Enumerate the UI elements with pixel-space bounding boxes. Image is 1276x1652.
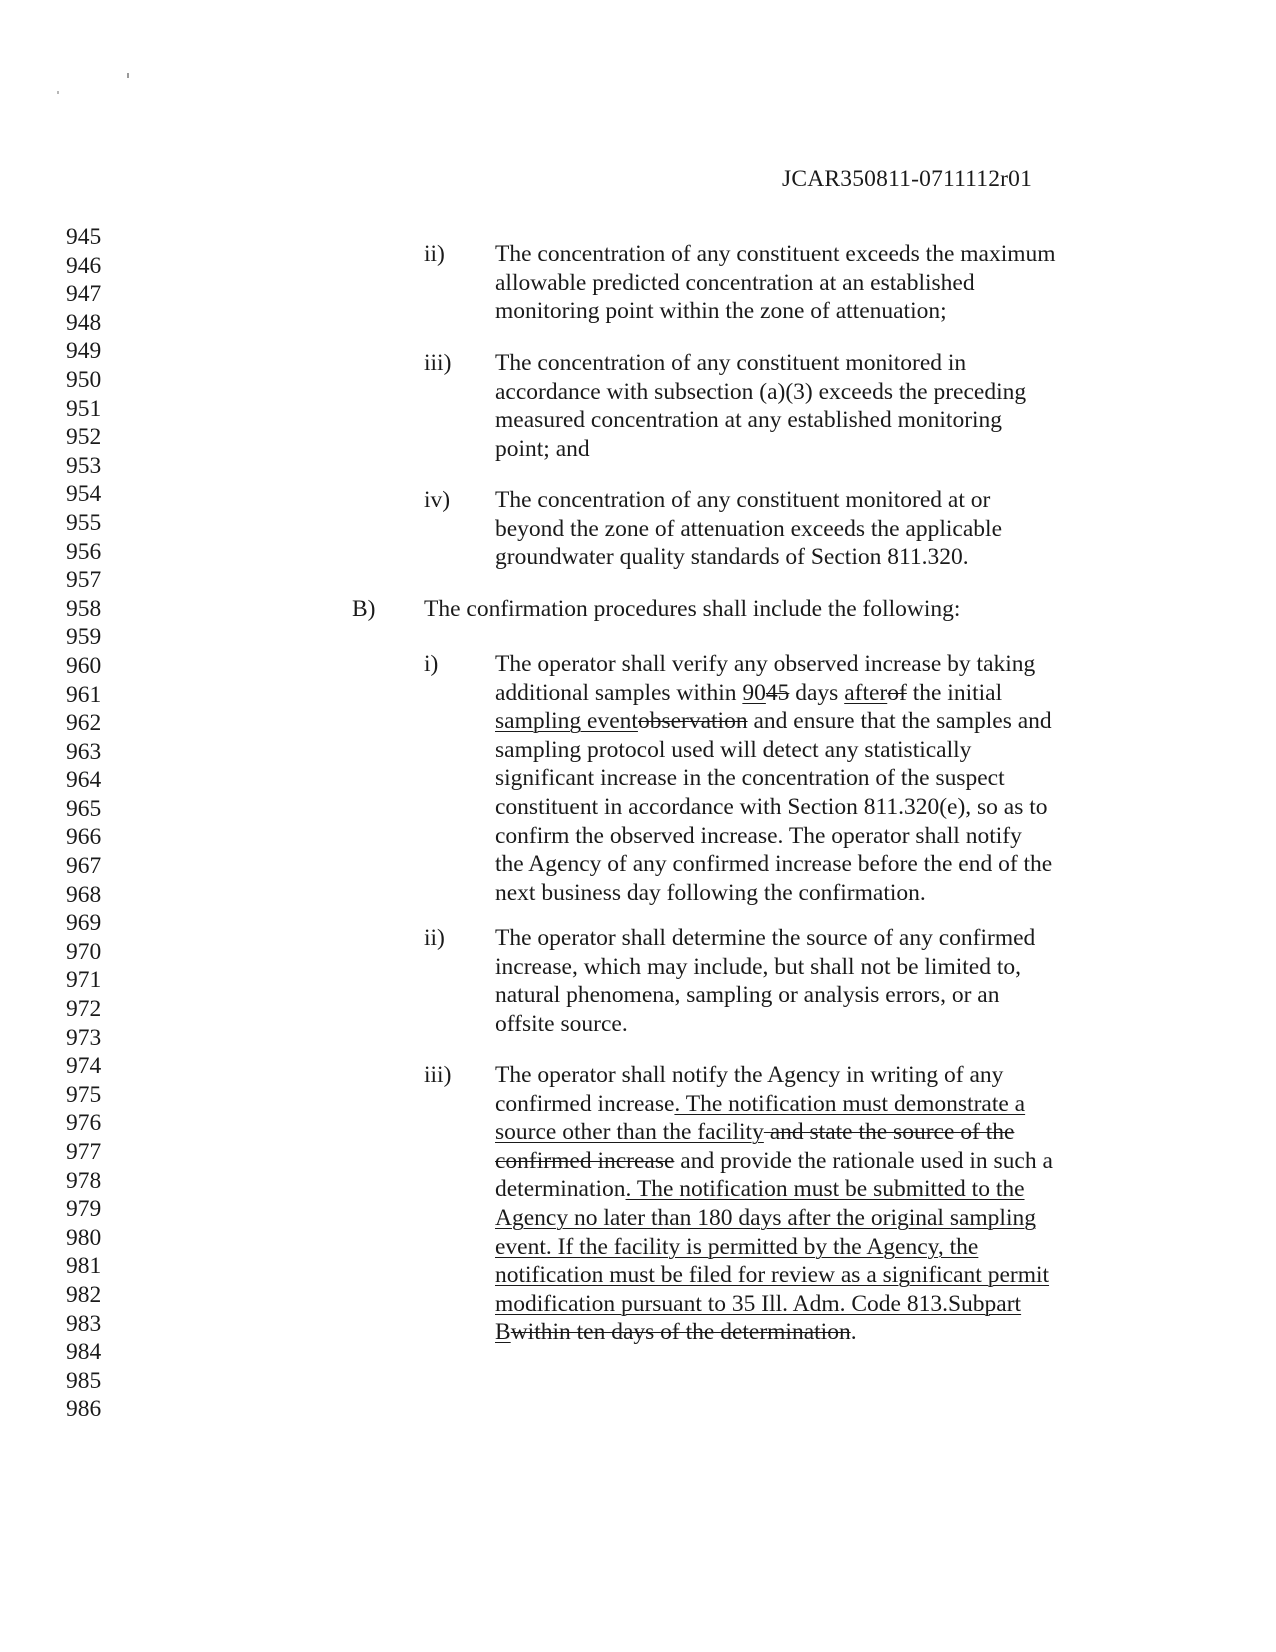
inserted-line: Agency no later than 180 days after the original sampling [495, 1204, 1036, 1231]
item-a-iii-label: iii) [424, 350, 452, 376]
item-b-iii-text [495, 1061, 1075, 1347]
item-a-ii-label: ii) [424, 241, 445, 267]
line-number-column [66, 223, 101, 1424]
item-b-label: B) [352, 596, 376, 622]
text-run: confirmed increase [495, 1090, 675, 1117]
line-number: 957 [66, 567, 102, 594]
text-line: monitoring point within the zone of attenuation; [495, 298, 947, 325]
line-number: 963 [66, 738, 102, 765]
text-run: and provide the rationale used in such a [674, 1147, 1053, 1174]
text-line [495, 679, 1075, 708]
line-number: 978 [66, 1167, 102, 1194]
text-line: point; and [495, 435, 590, 462]
item-a-iv-label: iv) [424, 487, 451, 513]
text-line [495, 1175, 1075, 1204]
line-number: 945 [66, 224, 102, 250]
line-number: 953 [66, 452, 102, 479]
text-line: sampling protocol used will detect any statistically [495, 736, 972, 763]
line-number: 975 [66, 1081, 102, 1108]
line-number: 969 [66, 910, 102, 937]
line-number: 985 [66, 1367, 102, 1394]
text-line: allowable predicted concentration at an established [495, 269, 975, 296]
line-number: 986 [66, 1396, 102, 1423]
inserted-line: modification pursuant to 35 Ill. Adm. Code 813.Subpart [495, 1290, 1022, 1317]
line-number: 954 [66, 481, 102, 508]
item-b-ii-text [495, 924, 1075, 1038]
text-line: significant increase in the concentration of the suspect [495, 765, 1005, 792]
text-line: the Agency of any confirmed increase before the end of the [495, 851, 1053, 878]
line-number: 955 [66, 509, 102, 536]
deleted-text: within ten days of the determination [510, 1319, 851, 1346]
text-line: groundwater quality standards of Section 811.320. [495, 544, 969, 571]
line-number: 960 [66, 652, 102, 679]
inserted-line: notification must be filed for review as a significant permit [495, 1262, 1050, 1289]
text-run: additional samples within [495, 679, 743, 706]
text-line: constituent in accordance with Section 811.320(e), so as to [495, 793, 1048, 820]
line-number: 949 [66, 338, 102, 365]
text-run: the initial [906, 679, 1003, 706]
scan-specks [0, 0, 200, 110]
text-line: The concentration of any constituent monitored at or [495, 487, 991, 513]
text-line [495, 1147, 1075, 1176]
line-number: 948 [66, 309, 102, 336]
text-line: increase, which may include, but shall not be limited to, [495, 953, 1022, 980]
line-number: 967 [66, 853, 102, 880]
line-number: 976 [66, 1110, 102, 1137]
line-number: 962 [66, 710, 102, 737]
deleted-text: 45 [765, 679, 790, 706]
item-a-iv-text [495, 486, 1075, 572]
line-number: 966 [66, 824, 102, 851]
text-line: The concentration of any constituent exceeds the maximum [495, 241, 1056, 267]
text-line [495, 1090, 1075, 1119]
item-b-iii-label: iii) [424, 1062, 452, 1088]
inserted-text: source other than the facility [495, 1119, 764, 1146]
line-number: 961 [66, 681, 102, 708]
inserted-text: 90 [742, 679, 766, 706]
line-number: 979 [66, 1196, 102, 1223]
line-number: 983 [66, 1310, 102, 1337]
text-line: accordance with subsection (a)(3) exceeds the preceding [495, 378, 1027, 405]
item-b-i-text [495, 650, 1075, 907]
item-a-iii-text [495, 349, 1075, 463]
text-line: The operator shall notify the Agency in writing of any [495, 1062, 1004, 1088]
text-line: beyond the zone of attenuation exceeds the applicable [495, 515, 1002, 542]
line-number: 972 [66, 996, 102, 1023]
line-number: 977 [66, 1139, 102, 1165]
line-number: 965 [66, 795, 102, 822]
line-number: 959 [66, 624, 102, 651]
line-number: 947 [66, 281, 102, 308]
text-run: . [850, 1319, 857, 1346]
line-number: 958 [66, 595, 102, 622]
line-number: 980 [66, 1224, 102, 1251]
line-number: 968 [66, 881, 102, 908]
line-number: 951 [66, 395, 102, 422]
inserted-line: event. If the facility is permitted by the Agency, the [495, 1233, 979, 1260]
deleted-text: and state the source of the [763, 1119, 1015, 1146]
text-line: The operator shall determine the source of any confirmed [495, 925, 1036, 951]
line-number: 964 [66, 767, 102, 794]
text-line: next business day following the confirmation. [495, 879, 926, 906]
text-line: measured concentration at any established monitoring [495, 407, 1003, 434]
text-line: offsite source. [495, 1010, 628, 1037]
text-line [495, 707, 1075, 736]
inserted-text: sampling event [495, 708, 638, 735]
inserted-text: . The notification must be submitted to the [625, 1176, 1025, 1203]
inserted-text: after [844, 679, 888, 706]
line-number: 973 [66, 1024, 102, 1051]
text-line: The concentration of any constituent monitored in [495, 350, 967, 376]
item-b-text: The confirmation procedures shall include the following: [424, 596, 961, 622]
deleted-text: observation [637, 708, 748, 735]
line-number: 956 [66, 538, 102, 565]
item-a-ii-text [495, 240, 1075, 326]
text-line: natural phenomena, sampling or analysis errors, or an [495, 982, 1000, 1009]
text-line: confirm the observed increase. The operator shall notify [495, 822, 1022, 849]
deleted-text: of [887, 679, 907, 706]
line-number: 950 [66, 366, 102, 393]
line-number: 952 [66, 424, 102, 451]
line-number: 981 [66, 1253, 102, 1280]
text-run: days [789, 679, 845, 706]
line-number: 984 [66, 1339, 102, 1366]
text-run: and ensure that the samples and [747, 708, 1052, 735]
item-b-ii-label: ii) [424, 925, 445, 951]
document-code: JCAR350811-0711112r01 [782, 166, 1033, 192]
line-number: 974 [66, 1053, 102, 1080]
text-line: The operator shall verify any observed increase by taking [495, 651, 1036, 677]
line-number: 971 [66, 967, 102, 994]
item-b-i-label: i) [424, 651, 439, 677]
text-run: determination [495, 1176, 626, 1203]
line-number: 970 [66, 938, 102, 965]
line-number: 946 [66, 252, 102, 279]
text-line [495, 1318, 1075, 1347]
inserted-text: . The notification must demonstrate a [674, 1090, 1026, 1117]
deleted-text: confirmed increase [495, 1147, 675, 1174]
text-line [495, 1118, 1075, 1147]
inserted-text: B [495, 1319, 511, 1346]
line-number: 982 [66, 1281, 102, 1308]
